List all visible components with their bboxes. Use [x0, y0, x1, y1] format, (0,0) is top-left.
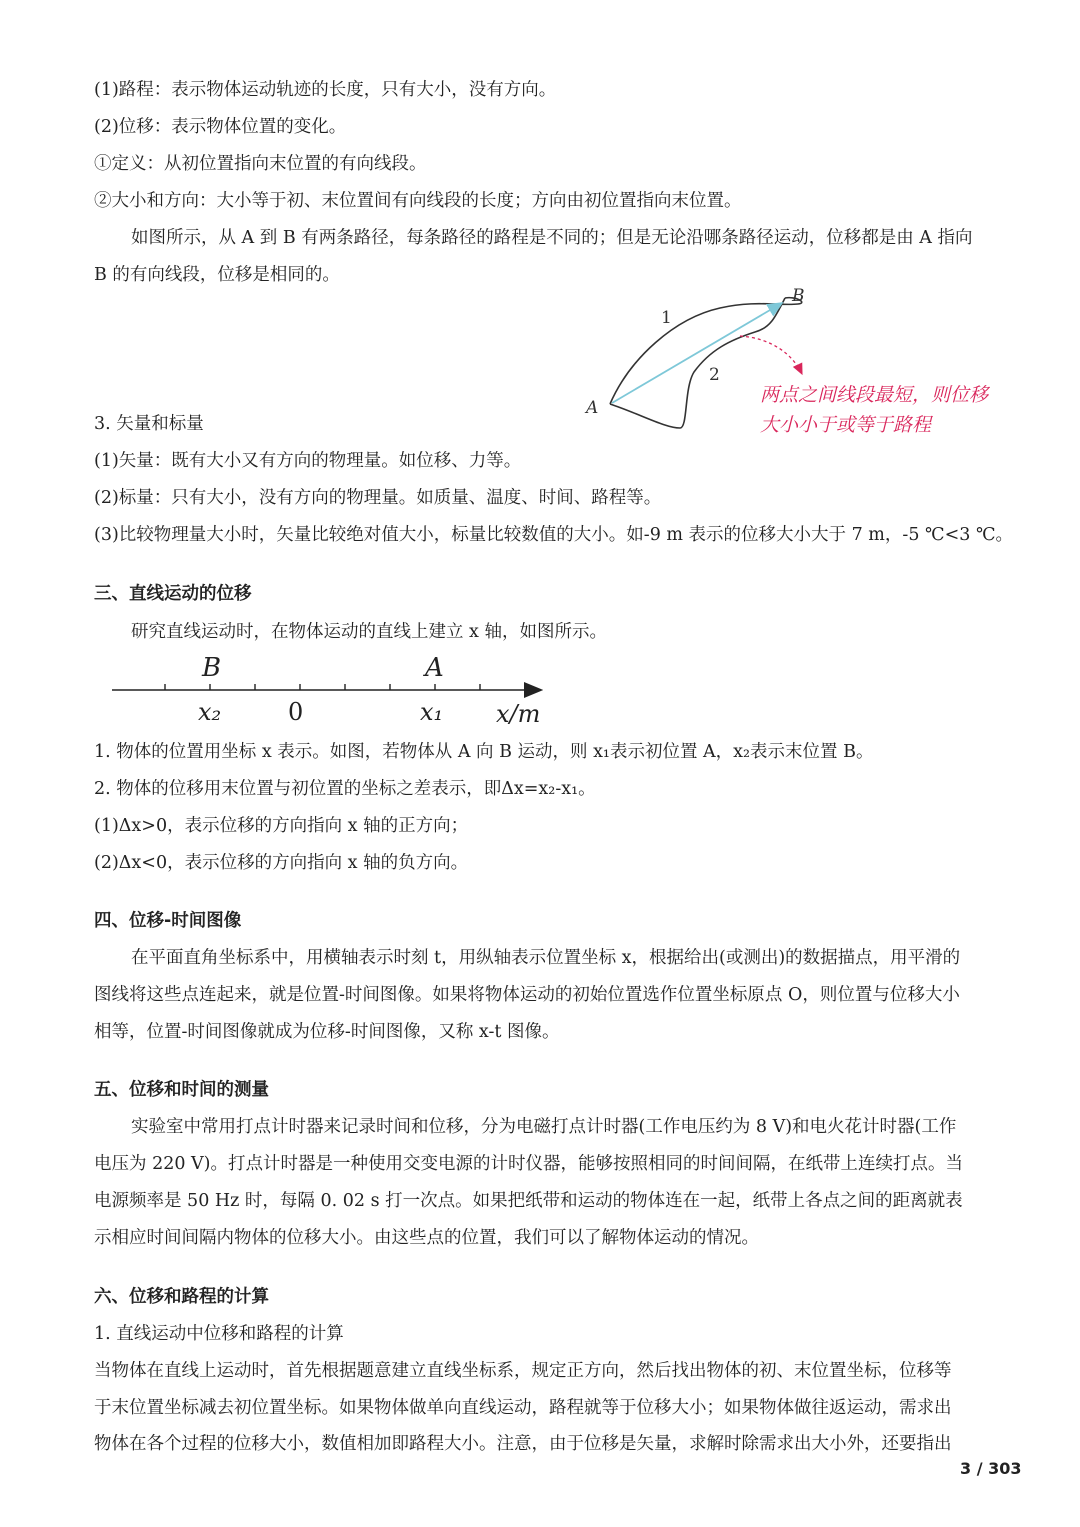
text-line: (2)位移：表示物体位置的变化。 — [94, 117, 347, 137]
path-1-label: 1 — [661, 308, 672, 328]
text-line: B 的有向线段，位移是相同的。 — [94, 265, 340, 285]
note-line-1: 两点之间线段最短，则位移 — [760, 384, 989, 406]
axis-point-a-label: A — [425, 653, 444, 683]
path-displacement-figure — [570, 278, 1050, 443]
text-line: 图线将这些点连起来，就是位置-时间图像。如果将物体运动的初始位置选作位置坐标原点 O，则位置与位移大小 — [94, 985, 960, 1005]
x-axis-figure — [100, 648, 560, 730]
text-line: 研究直线运动时，在物体运动的直线上建立 x 轴，如图所示。 — [131, 622, 607, 642]
page-separator: / — [976, 1459, 983, 1478]
section-heading: 三、直线运动的位移 — [94, 584, 252, 604]
axis-x1-label: x₁ — [420, 698, 444, 726]
text-line: (2)Δx<0，表示位移的方向指向 x 轴的负方向。 — [94, 853, 469, 873]
axis-unit-label: x/m — [496, 700, 541, 728]
text-line: 当物体在直线上运动时，首先根据题意建立直线坐标系，规定正方向，然后找出物体的初、末位置坐标，位移等 — [94, 1361, 952, 1381]
displacement-arrow — [612, 303, 782, 403]
text-line: (1)路程：表示物体运动轨迹的长度，只有大小，没有方向。 — [94, 80, 557, 100]
text-line: 相等，位置-时间图像就成为位移-时间图像，又称 x-t 图像。 — [94, 1022, 560, 1042]
text-line: 电压为 220 V)。打点计时器是一种使用交变电源的计时仪器，能够按照相同的时间间隔，在纸带上连续打点。当 — [94, 1154, 963, 1174]
text-line: (1)Δx>0，表示位移的方向指向 x 轴的正方向； — [94, 816, 469, 836]
text-line: 在平面直角坐标系中，用横轴表示时刻 t，用纵轴表示位置坐标 x，根据给出(或测出)的数据描点，用平滑的 — [131, 948, 961, 968]
point-a-label: A — [586, 398, 599, 418]
page-total: 303 — [988, 1459, 1022, 1478]
text-line: ②大小和方向：大小等于初、末位置间有向线段的长度；方向由初位置指向末位置。 — [94, 191, 742, 211]
page-number — [960, 1459, 1022, 1478]
page-current: 3 — [960, 1459, 972, 1478]
axis-x2-label: x₂ — [198, 698, 222, 726]
section-heading: 四、位移-时间图像 — [94, 911, 242, 931]
text-line: (2)标量：只有大小，没有方向的物理量。如质量、温度、时间、路程等。 — [94, 488, 662, 508]
section-heading: 五、位移和时间的测量 — [94, 1080, 269, 1100]
axis-origin-label: 0 — [288, 698, 304, 726]
text-line: 如图所示，从 A 到 B 有两条路径，每条路径的路程是不同的；但是无论沿哪条路径运动，位移都是由 A 指向 — [131, 228, 973, 248]
axis-point-b-label: B — [202, 653, 222, 683]
path-2-label: 2 — [709, 365, 720, 385]
note-line-2: 大小小于或等于路程 — [760, 414, 932, 436]
text-line: 电源频率是 50 Hz 时，每隔 0. 02 s 打一次点。如果把纸带和运动的物体连在一起，纸带上各点之间的距离就表 — [94, 1191, 963, 1211]
note-pointer-arrow — [740, 336, 802, 374]
text-line: 2. 物体的位移用末位置与初位置的坐标之差表示，即Δx=x₂-x₁。 — [94, 779, 596, 799]
text-line: 3. 矢量和标量 — [94, 414, 204, 434]
text-line: 示相应时间间隔内物体的位移大小。由这些点的位置，我们可以了解物体运动的情况。 — [94, 1228, 759, 1248]
text-line: 物体在各个过程的位移大小，数值相加即路程大小。注意，由于位移是矢量，求解时除需求出大小外，还要指出 — [94, 1434, 952, 1454]
text-line: 实验室中常用打点计时器来记录时间和位移，分为电磁打点计时器(工作电压约为 8 V)和电火花计时器(工作 — [131, 1117, 957, 1137]
text-line: ①定义：从初位置指向末位置的有向线段。 — [94, 154, 427, 174]
text-line: 于末位置坐标减去初位置坐标。如果物体做单向直线运动，路程就等于位移大小；如果物体做往返运动，需求出 — [94, 1398, 952, 1418]
text-line: 1. 直线运动中位移和路程的计算 — [94, 1324, 344, 1344]
text-line: (1)矢量：既有大小又有方向的物理量。如位移、力等。 — [94, 451, 522, 471]
text-line: 1. 物体的位置用坐标 x 表示。如图，若物体从 A 向 B 运动，则 x₁表示初位置 A，x₂表示末位置 B。 — [94, 742, 874, 762]
section-heading: 六、位移和路程的计算 — [94, 1287, 269, 1307]
point-b-label: B — [792, 286, 805, 306]
text-line: (3)比较物理量大小时，矢量比较绝对值大小，标量比较数值的大小。如-9 m 表示的位移大小大于 7 m，-5 ℃<3 ℃。 — [94, 525, 1014, 545]
